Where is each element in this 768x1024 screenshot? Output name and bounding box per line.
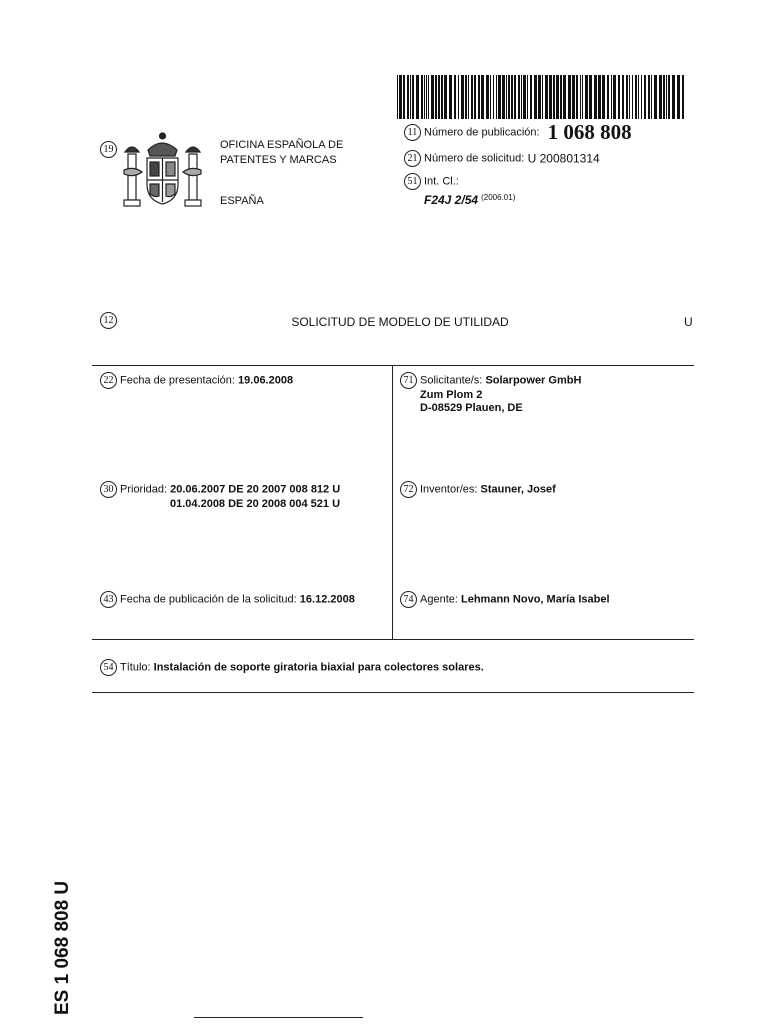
filing-date-label: Fecha de presentación: <box>120 374 235 387</box>
applicant-city: D-08529 Plauen, DE <box>420 402 523 414</box>
applicant-name: Solarpower GmbH <box>485 374 582 387</box>
inventor-field <box>400 481 556 498</box>
int-cl-value: F24J 2/54 <box>424 193 479 207</box>
inid-51: 51 <box>404 173 421 190</box>
inid-74: 74 <box>400 591 417 608</box>
invention-title: Instalación de soporte giratoria biaxial para colectores solares. <box>153 661 484 674</box>
inid-21: 21 <box>404 150 421 167</box>
inid-71: 71 <box>400 372 417 389</box>
office-name <box>220 138 343 168</box>
applicant-street: Zum Plom 2 <box>420 389 483 401</box>
priority-label: Prioridad: <box>120 483 168 496</box>
int-cl-value-row <box>424 193 515 207</box>
inid-11: 11 <box>404 124 421 141</box>
priority-2: 01.04.2008 DE 20 2008 004 521 U <box>170 498 341 510</box>
inid-12: 12 <box>100 312 120 329</box>
document-kind: U <box>684 315 693 329</box>
inid-30: 30 <box>100 481 117 498</box>
application-number-label: Número de solicitud: <box>424 152 525 165</box>
publication-number-label: Número de publicación: <box>424 126 540 139</box>
priority-1: 20.06.2007 DE 20 2007 008 812 U <box>170 483 341 496</box>
agent: Lehmann Novo, María Isabel <box>460 593 610 606</box>
publication-date-field <box>100 591 355 608</box>
inventor-label: Inventor/es: <box>420 483 478 496</box>
application-number: U 200801314 <box>527 151 600 166</box>
title-field <box>100 659 484 676</box>
int-cl-label: Int. Cl.: <box>424 175 459 188</box>
inid-54: 54 <box>100 659 117 676</box>
table-divider <box>392 365 393 640</box>
agent-field <box>400 591 610 608</box>
agent-label: Agente: <box>420 593 458 606</box>
inventor: Stauner, Josef <box>480 483 556 496</box>
int-cl-edition: (2006.01) <box>481 193 516 202</box>
country: ESPAÑA <box>220 195 264 207</box>
title-bottom-rule <box>92 692 694 693</box>
inid-43: 43 <box>100 591 117 608</box>
document-type-title: SOLICITUD DE MODELO DE UTILIDAD <box>291 315 509 329</box>
publication-number-row <box>404 120 632 145</box>
filing-date-field <box>100 372 293 389</box>
publication-date-label: Fecha de publicación de la solicitud: <box>120 593 297 606</box>
coat-of-arms-icon <box>120 128 205 212</box>
application-number-row <box>404 150 600 167</box>
publication-date: 16.12.2008 <box>299 593 355 606</box>
office-line-1: OFICINA ESPAÑOLA DE <box>220 139 344 151</box>
barcode <box>397 75 685 119</box>
applicant-field <box>400 372 581 415</box>
footer-rule <box>194 1017 363 1018</box>
table-top-rule <box>92 365 694 366</box>
filing-date: 19.06.2008 <box>238 374 294 387</box>
table-bottom-rule <box>92 639 694 640</box>
applicant-label: Solicitante/s: <box>420 374 483 387</box>
inid-22: 22 <box>100 372 117 389</box>
title-label: Título: <box>120 661 151 674</box>
side-publication-label: ES 1 068 808 U <box>52 880 73 1015</box>
int-cl-row <box>404 173 459 190</box>
publication-number: 1 068 808 <box>547 120 632 144</box>
inid-19: 19 <box>100 141 120 158</box>
office-line-2: PATENTES Y MARCAS <box>220 154 337 166</box>
priority-field <box>100 481 340 511</box>
inid-72: 72 <box>400 481 417 498</box>
